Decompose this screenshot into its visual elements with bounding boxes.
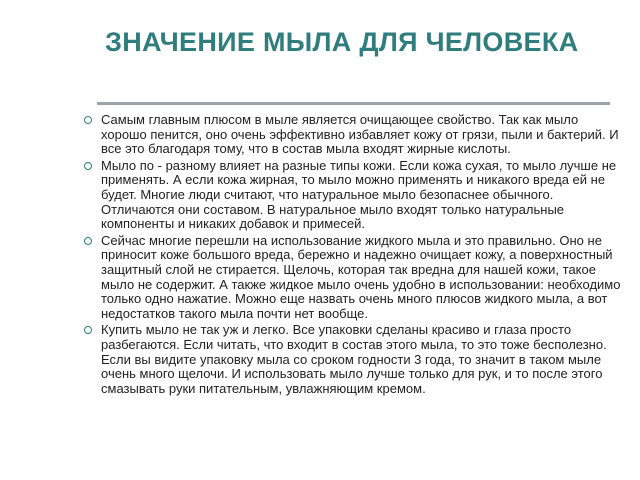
bullet-text: Самым главным плюсом в мыле является очищающее свойство. Так как мыло хорошо пенится, оно очень эффективно избавляет кожу от грязи, пыли и бактерий. И все это благодаря тому, что в состав мыла входят жирные кислоты.	[101, 112, 619, 157]
bullet-item	[101, 159, 621, 232]
bullet-item	[101, 113, 621, 157]
bullet-text: Мыло по - разному влияет на разные типы кожи. Если кожа сухая, то мыло лучше не применять. А если кожа жирная, то мыло можно применять и никакого вреда ей не будет. Многие люди считают, что натуральное мыло безопаснее обычного. Отличаются они составом. В натуральное мыло входят только натуральные компоненты и никаких добавок и примесей.	[101, 157, 617, 232]
hollow-circle-bullet-icon	[84, 237, 92, 245]
title-divider	[97, 102, 610, 105]
hollow-circle-bullet-icon	[84, 326, 92, 334]
bullet-item	[101, 323, 621, 396]
bullet-list	[101, 113, 621, 398]
slide-title: ЗНАЧЕНИЕ МЫЛА ДЛЯ ЧЕЛОВЕКА	[105, 27, 579, 57]
bullet-text: Сейчас многие перешли на использование жидкого мыла и это правильно. Оно не приносит коже большого вреда, бережно и надежно очищает кожу, а поверхностный защитный слой не стирается. Щелочь, которая так вредна для нашей кожи, такое мыло не содержит. А также жидкое мыло очень удобно в использовании: необходимо только одно нажатие. Можно еще назвать очень много плюсов жидкого мыла, а вот недостатков такого мыла почти нет вообще.	[101, 232, 621, 321]
bullet-text: Купить мыло не так уж и легко. Все упаковки сделаны красиво и глаза просто разбегаются. Если читать, что входит в состав этого мыла, то это тоже бесполезно. Если вы видите упаковку мыла со сроком годности 3 года, то значит в таком мыле очень много щелочи. И использовать мыло лучше только для рук, и то после этого смазывать руки питательным, увлажняющим кремом.	[101, 322, 607, 396]
hollow-circle-bullet-icon	[84, 162, 92, 170]
hollow-circle-bullet-icon	[84, 116, 92, 124]
bullet-item	[101, 234, 621, 322]
